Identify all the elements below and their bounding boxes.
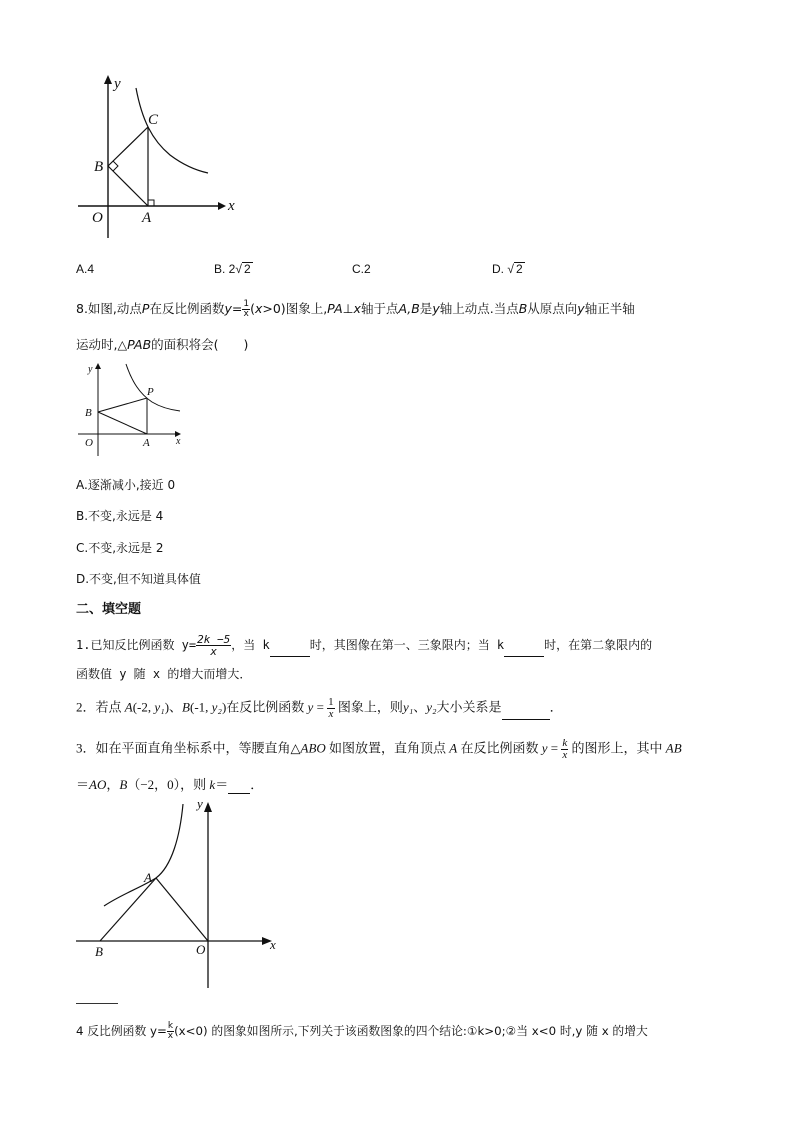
- label-c: C: [148, 112, 159, 128]
- label-b: B: [95, 944, 103, 959]
- label-o: O: [92, 210, 103, 226]
- q7-option-a[interactable]: A.4: [76, 262, 95, 276]
- label-a: A: [142, 210, 152, 226]
- fraction: $\frac{k}{x}$: [167, 1021, 174, 1041]
- label-y: y: [114, 76, 121, 92]
- segment-bp: [98, 398, 147, 412]
- label-y: y: [197, 796, 203, 811]
- x-axis-arrow: [218, 202, 226, 210]
- hyperbola-curve: [104, 804, 183, 906]
- fill1-line1: 1.已知反比例函数 y= $\frac{2k -5}{x}$ ，当 k 时，其图像在第一、三象限内；当 k 时，在第二象限内的: [76, 633, 653, 658]
- right-angle-mark-b: [113, 161, 118, 171]
- segment-bc: [108, 127, 148, 166]
- answer-blank[interactable]: [502, 719, 550, 720]
- label-p: P: [147, 386, 154, 398]
- answer-blank[interactable]: [270, 656, 310, 657]
- sqrt-radicand: 2: [515, 262, 523, 276]
- fraction: $\frac{1}{x}$: [243, 299, 250, 319]
- label-a: A: [144, 870, 152, 885]
- segment-ao: [156, 878, 208, 941]
- y-axis-arrow: [95, 363, 101, 369]
- label-a: A: [143, 437, 150, 449]
- q8-stem-line2: 运动时,△PAB的面积将会( ): [76, 337, 249, 352]
- label-b: B: [94, 159, 104, 175]
- figure-q8-diagram: [74, 360, 194, 460]
- q8-option-a[interactable]: A.逐渐减小,接近 0: [76, 478, 176, 492]
- fraction: $\frac{2k -5}{x}$: [197, 633, 231, 658]
- q8-option-c[interactable]: C.不变,永远是 2: [76, 541, 164, 555]
- y-axis-arrow: [104, 75, 112, 84]
- label-x: x: [228, 198, 235, 214]
- segment-ba: [108, 166, 148, 206]
- section-heading: 二、填空题: [76, 601, 142, 616]
- fill4-line: 4 反比例函数 y= $\frac{k}{x}$ (x<0) 的图象如图所示,下列关于该函数图象的四个结论:①k>0;②当 x<0 时,y 随 x 的增大: [76, 1021, 648, 1041]
- fill3-line1: 3．如在平面直角坐标系中，等腰直角△ABO 如图放置，直角顶点 A 在反比例函数 y = $\frac{k}{x}$ 的图形上，其中 AB: [76, 737, 682, 761]
- fraction: $\frac{k}{x}$: [562, 737, 568, 761]
- segment-ba: [98, 412, 147, 434]
- sqrt-radicand: 2: [243, 262, 251, 276]
- answer-blank[interactable]: [228, 793, 250, 794]
- segment-ba: [100, 878, 156, 941]
- answer-blank[interactable]: [504, 656, 544, 657]
- y-axis-arrow: [204, 802, 212, 812]
- right-angle-mark-a: [148, 200, 154, 206]
- fill3-line2: ＝AO，B（−2，0），则 k＝ ．: [76, 777, 264, 792]
- label-x: x: [270, 937, 276, 952]
- figure-fill3-diagram: [72, 796, 287, 991]
- q8-option-b[interactable]: B.不变,永远是 4: [76, 509, 164, 523]
- label-o: O: [85, 437, 93, 449]
- q8-stem-line1: 8.如图,动点P在反比例函数y= $\frac{1}{x}$ (x>0)图象上,PA⊥x轴于点A,B是y轴上动点.当点B从原点向y轴正半轴: [76, 299, 635, 319]
- fill2-line: 2．若点 A(-2, y₁)、B(-1, y₂)在反比例函数 y = $\frac{1}{x}$ 图象上，则y₁、y₂大小关系是 ．: [76, 696, 563, 720]
- fraction: $\frac{1}{x}$: [328, 696, 334, 720]
- q8-option-d[interactable]: D.不变,但不知道具体值: [76, 572, 201, 586]
- label-x: x: [176, 436, 181, 447]
- label-b: B: [85, 407, 92, 419]
- q7-option-b[interactable]: B. 2√ 2: [214, 262, 251, 276]
- label-y: y: [88, 364, 93, 375]
- label-o: O: [196, 942, 206, 957]
- q7-option-d[interactable]: D. √ 2: [492, 262, 523, 276]
- figure-q7-diagram: [70, 70, 240, 245]
- q7-option-c[interactable]: C.2: [352, 262, 371, 276]
- fill1-line2: 函数值 y 随 x 的增大而增大．: [76, 667, 252, 681]
- separator-rule: [76, 1003, 118, 1004]
- hyperbola-curve: [136, 88, 208, 173]
